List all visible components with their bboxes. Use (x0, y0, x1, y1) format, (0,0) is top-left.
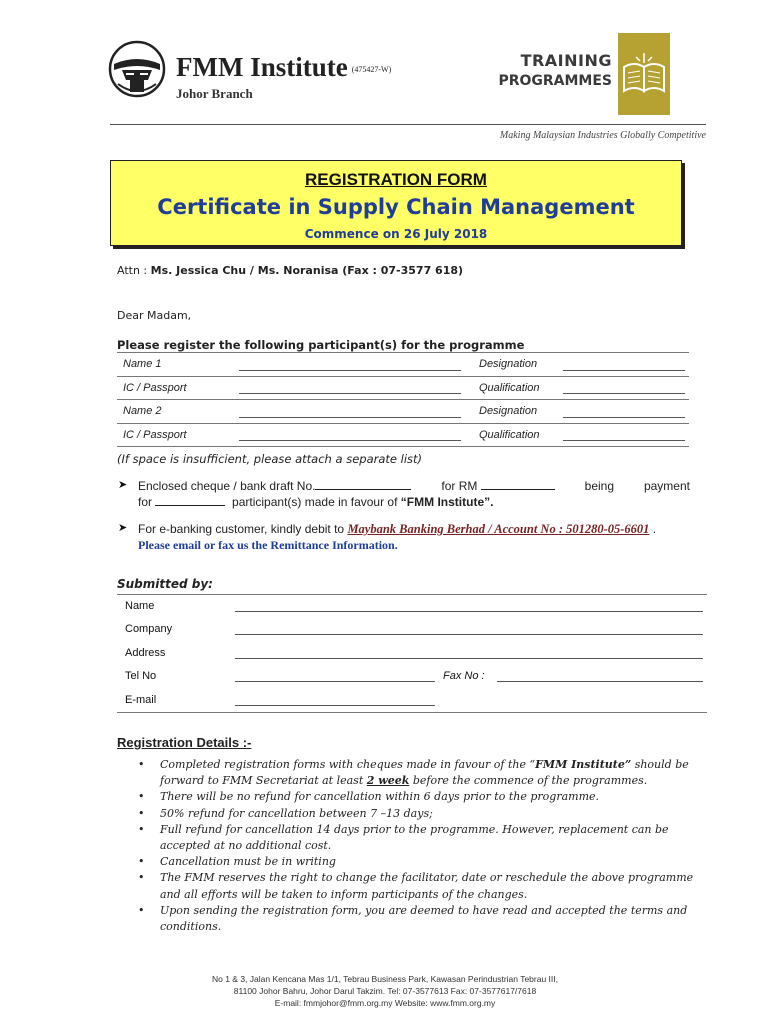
name-1-label: Name 1 (117, 353, 233, 377)
registration-details-heading: Registration Details :- (117, 735, 252, 750)
bank-account: Maybank Banking Berhad / Account No : 501280-05-6601 (347, 522, 650, 536)
terms-list (138, 757, 698, 935)
designation-2-label: Designation (473, 400, 557, 424)
qualification-1-field[interactable] (557, 376, 689, 400)
company-field[interactable] (235, 634, 703, 635)
institute-name: FMM Institute (475427-W) (176, 52, 392, 82)
participant-count-field[interactable] (155, 496, 225, 506)
list-item: • Completed registration forms with cheques made in favour of the “FMM Institute” should be forward to FMM Secretariat at least 2 week before the commence of the programmes. (138, 757, 698, 789)
footer-address: No 1 & 3, Jalan Kencana Mas 1/1, Tebrau Business Park, Kawasan Perindustrian Tebrau III, 81100 Johor Bahru, Johor Darul Takzim. Tel: 07-3577613 Fax: 07-3577617/7618 E-mail: fmmjohor@fmm.org.my Website: www.fmm.org.my (211, 974, 559, 1008)
amount-field[interactable] (481, 480, 555, 490)
designation-1-field[interactable] (557, 353, 689, 377)
list-item: • Full refund for cancellation 14 days prior to the programme. However, replacement can be accepted at no additional cost. (138, 822, 698, 854)
table-row (117, 423, 689, 447)
name-field[interactable] (235, 611, 703, 612)
email-field[interactable] (235, 705, 435, 706)
qualification-2-field[interactable] (557, 423, 689, 447)
ic-passport-1-label: IC / Passport (117, 376, 233, 400)
branch-name: Johor Branch (176, 86, 253, 101)
registration-number: (475427-W) (351, 65, 392, 75)
fax-field[interactable] (497, 681, 703, 682)
name-2-field[interactable] (233, 400, 473, 424)
name-2-label: Name 2 (117, 400, 233, 424)
arrow-bullet-icon: ➤ (118, 479, 128, 491)
commence-date: Commence on 26 July 2018 (304, 227, 488, 241)
address-label: Address (125, 646, 166, 659)
salutation: Dear Madam, (117, 309, 192, 322)
ic-passport-2-label: IC / Passport (117, 423, 233, 447)
tel-field[interactable] (235, 681, 435, 682)
training-programmes-label: TRAINING PROGRAMMES (498, 51, 612, 89)
name-label: Name (125, 600, 155, 612)
attention-line: Attn : Ms. Jessica Chu / Ms. Noranisa (Fax : 07-3577 618) (117, 264, 464, 277)
list-item: • There will be no refund for cancellation within 6 days prior to the programme. (138, 789, 698, 805)
table-row (117, 376, 689, 400)
list-item: • The FMM reserves the right to change the facilitator, date or reschedule the above programme and all efforts will be taken to inform participants of the changes. (138, 870, 698, 902)
header-divider (110, 124, 706, 125)
name-1-field[interactable] (233, 353, 473, 377)
cheque-number-field[interactable] (315, 480, 411, 490)
title-banner (110, 160, 682, 246)
instruction-text: Please register the following participant(s) for the programme (117, 338, 525, 352)
course-title: Certificate in Supply Chain Management (157, 195, 635, 219)
remittance-note: Please email or fax us the Remittance Information. (138, 538, 398, 552)
insufficient-space-note: (If space is insufficient, please attach a separate list) (117, 452, 423, 466)
table-row (117, 618, 707, 641)
list-item: • Upon sending the registration form, you are deemed to have read and accepted the terms and conditions. (138, 903, 698, 935)
designation-1-label: Designation (473, 353, 557, 377)
qualification-2-label: Qualification (473, 423, 557, 447)
email-label: E-mail (125, 693, 157, 706)
table-row (117, 353, 689, 377)
tagline: Making Malaysian Industries Globally Competitive (499, 130, 706, 141)
tel-label: Tel No (125, 670, 157, 683)
submitted-by-heading: Submitted by: (117, 577, 213, 591)
fmm-logo-icon (108, 40, 166, 98)
arrow-bullet-icon: ➤ (118, 522, 128, 534)
participant-table (117, 352, 689, 447)
list-item: • Cancellation must be in writing (138, 854, 698, 870)
address-field[interactable] (235, 658, 703, 659)
table-row (117, 665, 707, 688)
fax-label: Fax No : (443, 670, 485, 683)
ic-passport-2-field[interactable] (233, 423, 473, 447)
ebanking-item: For e-banking customer, kindly debit to Maybank Banking Berhad / Account No : 501280-05-6601 . Please email or fax us the Remittance Information. (138, 522, 657, 552)
list-item: • 50% refund for cancellation between 7 –13 days; (138, 806, 698, 822)
qualification-1-label: Qualification (473, 376, 557, 400)
form-title: REGISTRATION FORM (305, 170, 487, 189)
ic-passport-1-field[interactable] (233, 376, 473, 400)
designation-2-field[interactable] (557, 400, 689, 424)
submitted-by-table (117, 594, 707, 713)
company-label: Company (125, 623, 173, 636)
table-row (117, 642, 707, 665)
table-row (117, 595, 707, 618)
open-book-icon (618, 33, 670, 115)
table-row (117, 689, 707, 712)
enclosed-cheque-item: Enclosed cheque / bank draft No. for RM being payment for participant(s) made in favour of “FMM Institute”. (138, 479, 690, 509)
table-row (117, 400, 689, 424)
